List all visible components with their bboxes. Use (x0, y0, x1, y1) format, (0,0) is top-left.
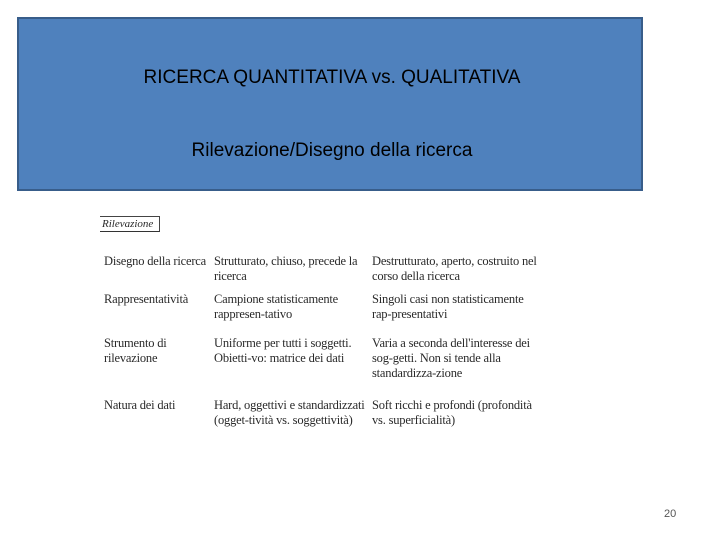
row-label: Natura dei dati (104, 398, 176, 412)
table-header: Rilevazione (100, 216, 160, 232)
page-number: 20 (664, 508, 677, 520)
quant-cell: Campione statisticamente rappresen-tativo (214, 292, 338, 321)
quant-cell: Strutturato, chiuso, precede la ricerca (214, 254, 358, 283)
title-box (17, 17, 643, 191)
scanned-table (96, 210, 541, 445)
slide-subtitle: Rilevazione/Disegno della ricerca (191, 140, 473, 161)
row-label: Strumento di rilevazione (104, 336, 167, 365)
qual-cell: Singoli casi non statisticamente rap-presentativi (372, 292, 524, 321)
row-label: Rappresentatività (104, 292, 189, 306)
quant-cell: Uniforme per tutti i soggetti. Obietti-vo: matrice dei dati (214, 336, 352, 365)
qual-cell: Destrutturato, aperto, costruito nel corso della ricerca (372, 254, 537, 283)
qual-cell: Varia a seconda dell'interesse dei sog-getti. Non si tende alla standardizza-zione (372, 336, 530, 380)
quant-cell: Hard, oggettivi e standardizzati (ogget-tività vs. soggettività) (214, 398, 365, 427)
slide-title: RICERCA QUANTITATIVA vs. QUALITATIVA (143, 67, 521, 88)
qual-cell: Soft ricchi e profondi (profondità vs. superficialità) (372, 398, 532, 427)
row-label: Disegno della ricerca (104, 254, 206, 268)
